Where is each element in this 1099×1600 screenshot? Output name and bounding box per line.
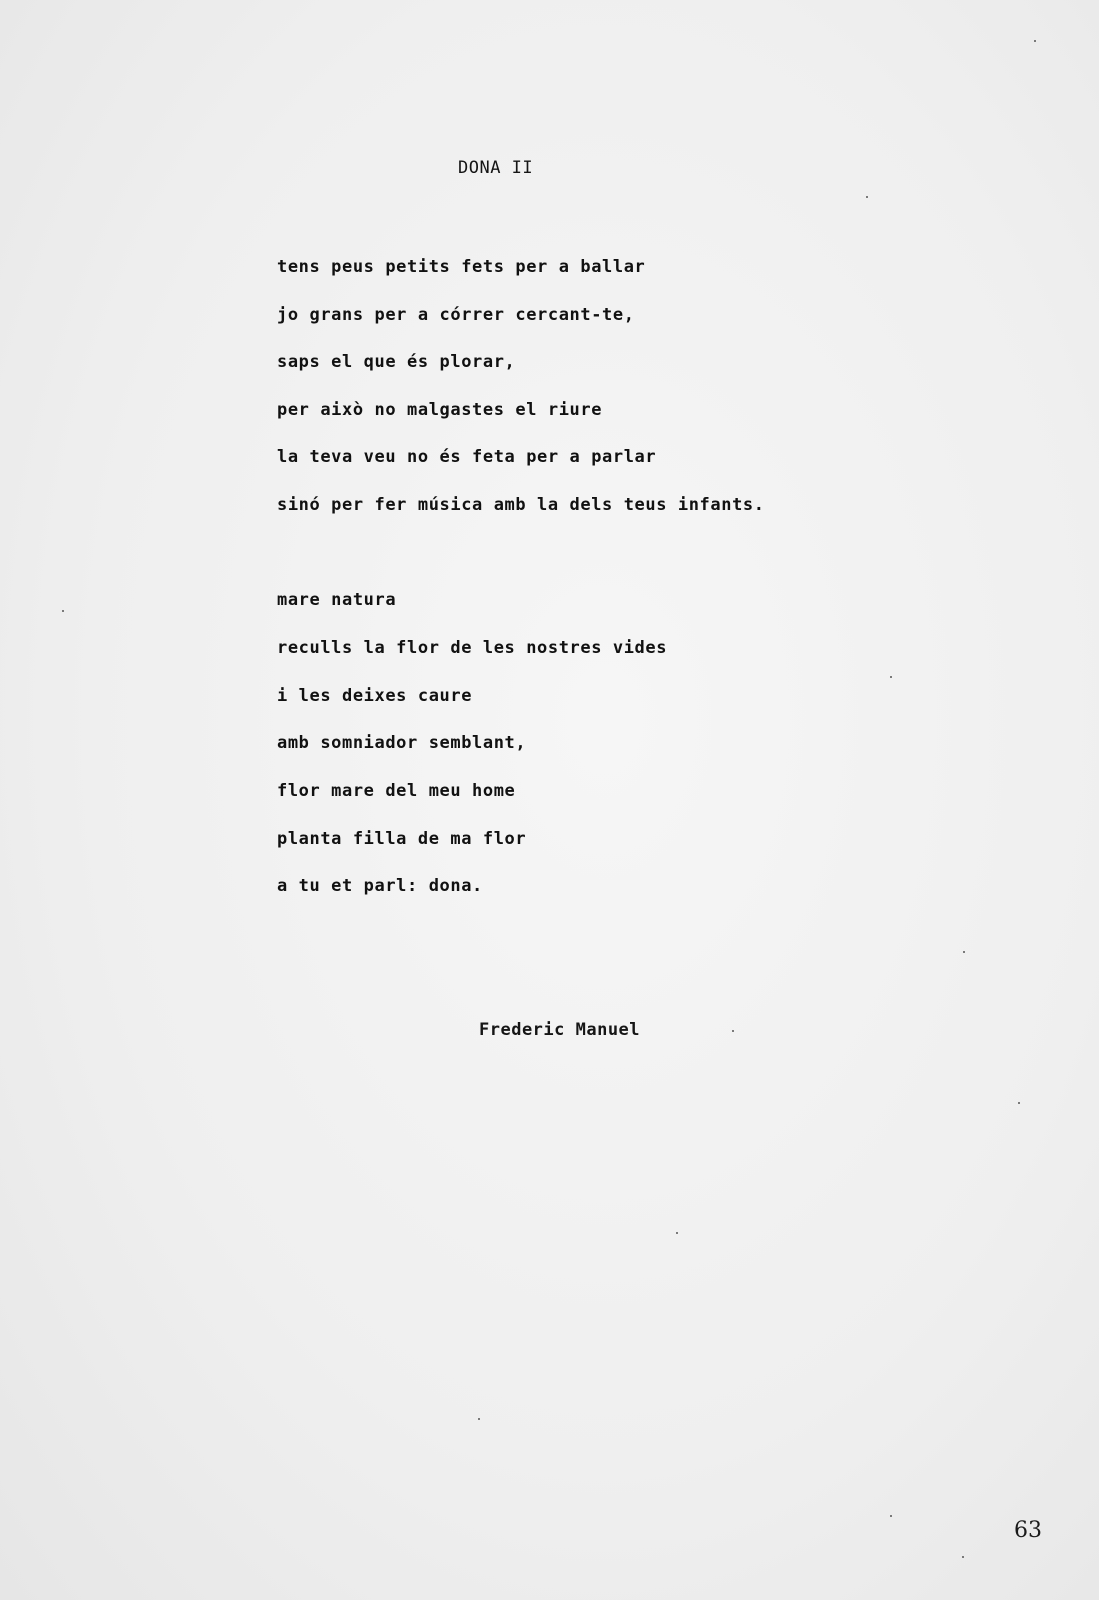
paper-speck bbox=[962, 1556, 964, 1558]
poem-line: amb somniador semblant, bbox=[277, 733, 527, 753]
page-number: 63 bbox=[1014, 1518, 1042, 1543]
poem-line: mare natura bbox=[277, 590, 397, 610]
poem-line: sinó per fer música amb la dels teus infants. bbox=[277, 495, 765, 515]
poem-line: a tu et parl: dona. bbox=[277, 876, 483, 896]
poem-title: DONA II bbox=[458, 158, 534, 178]
poem-line: flor mare del meu home bbox=[277, 781, 516, 801]
paper-speck bbox=[890, 1515, 892, 1517]
poem-line: planta filla de ma flor bbox=[277, 829, 527, 849]
author-signature: Frederic Manuel bbox=[479, 1020, 641, 1040]
paper-speck bbox=[1034, 40, 1036, 42]
paper-speck bbox=[1018, 1102, 1020, 1104]
paper-speck bbox=[963, 951, 965, 953]
poem-line: reculls la flor de les nostres vides bbox=[277, 638, 668, 658]
poem-line: per això no malgastes el riure bbox=[277, 400, 603, 420]
poem-line: tens peus petits fets per a ballar bbox=[277, 257, 646, 277]
paper-speck bbox=[62, 610, 64, 612]
poem-line: jo grans per a córrer cercant-te, bbox=[277, 305, 635, 325]
paper-speck bbox=[890, 676, 892, 678]
paper-speck bbox=[732, 1030, 734, 1032]
poem-line: i les deixes caure bbox=[277, 686, 473, 706]
poem-line: saps el que és plorar, bbox=[277, 352, 516, 372]
poem-line: la teva veu no és feta per a parlar bbox=[277, 447, 657, 467]
paper-speck bbox=[478, 1418, 480, 1420]
paper-speck bbox=[676, 1232, 678, 1234]
paper-speck bbox=[866, 196, 868, 198]
